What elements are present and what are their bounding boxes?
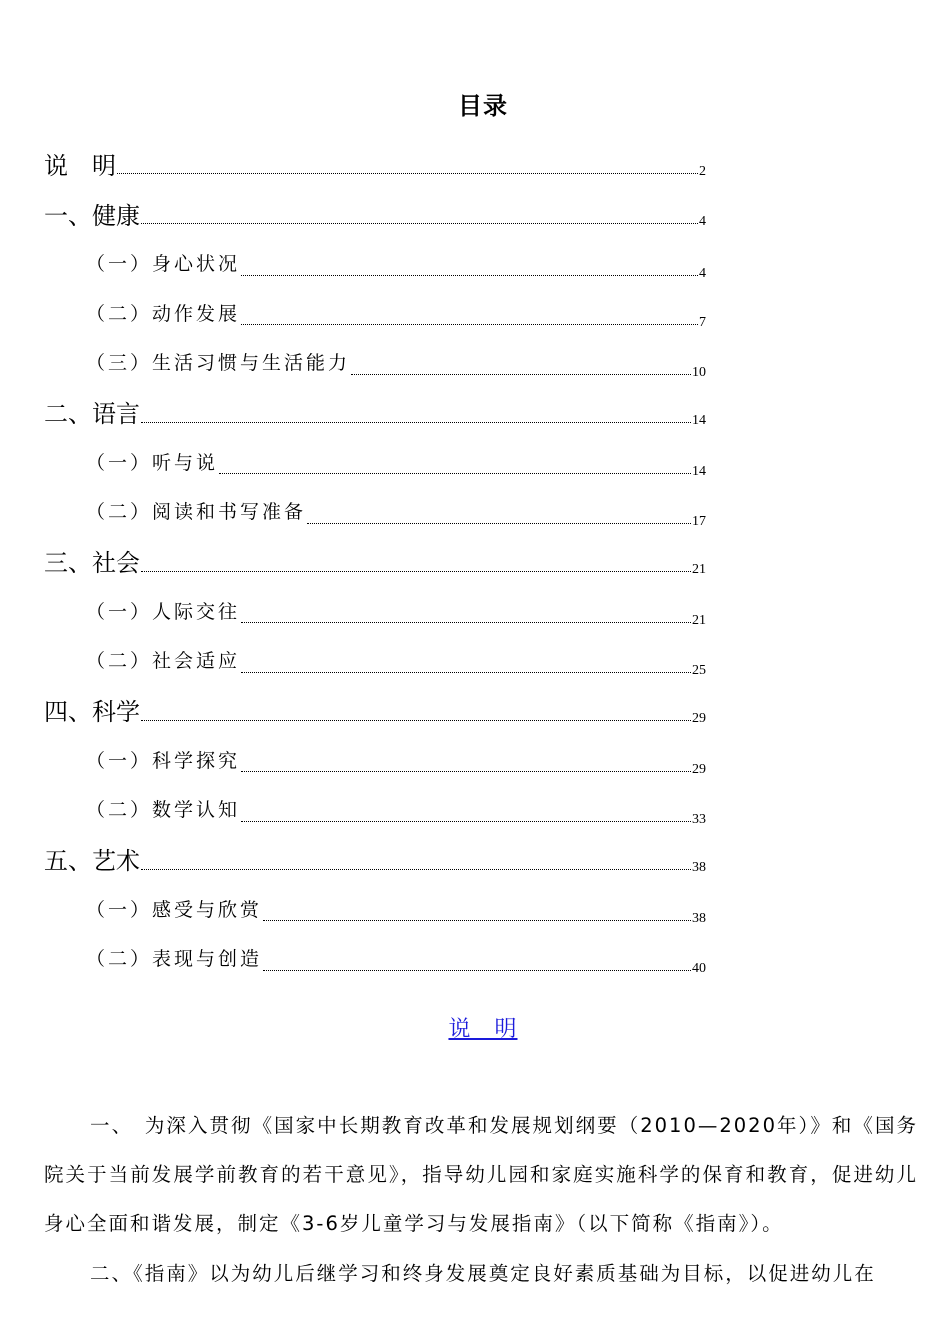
toc-entry-label: （一）听与说 (86, 451, 219, 474)
toc-entry-label: （一）科学探究 (86, 749, 241, 772)
toc-entry-label: （一）人际交往 (86, 600, 241, 623)
toc-subentry[interactable] (44, 735, 706, 785)
toc-entry-page: 29 (692, 710, 706, 726)
toc-entry-label: （二）动作发展 (86, 302, 241, 325)
paragraph-text: 一、 为深入贯彻《国家中长期教育改革和发展规划纲要（2010—2020年）》和《国务院关于当前发展学前教育的若干意见》，指导幼儿园和家庭实施科学的保育和教育，促进幼儿身心全面和谐发展，制定《3-6岁儿童学习与发展指南》（以下简称《指南》）。 (44, 1114, 918, 1235)
toc-entry-page: 14 (692, 412, 706, 428)
toc-entry-label: （二）表现与创造 (86, 948, 263, 971)
toc-subentry[interactable] (44, 437, 706, 487)
toc-subentry[interactable] (44, 586, 706, 636)
toc-entry-label: （一）身心状况 (86, 253, 241, 276)
toc-entry-page: 38 (692, 859, 706, 875)
toc-entry-label: （二）数学认知 (86, 799, 241, 822)
toc-entry-label: 四、科学 (44, 698, 140, 726)
toc-entry-label: （一）感受与欣赏 (86, 898, 263, 921)
toc-entry-page: 40 (692, 960, 706, 976)
toc-entry-page: 2 (699, 164, 706, 179)
toc-entry-label: 二、语言 (44, 400, 140, 428)
toc-leader-dots (241, 770, 691, 772)
toc-entry-page: 7 (699, 315, 706, 330)
toc-leader-dots (141, 719, 691, 721)
toc-subentry[interactable] (44, 784, 706, 834)
toc-leader-dots (241, 621, 691, 623)
toc-entry-page: 17 (692, 513, 706, 529)
toc-subentry[interactable] (44, 288, 706, 338)
toc-entry-label: （二）社会适应 (86, 650, 241, 673)
toc-entry[interactable] (44, 834, 706, 884)
toc-leader-dots (241, 820, 691, 822)
toc-entry-label: 说 明 (44, 151, 116, 180)
table-of-contents (44, 138, 706, 983)
toc-subentry[interactable] (44, 238, 706, 288)
toc-leader-dots (117, 172, 698, 174)
toc-subentry[interactable] (44, 486, 706, 536)
toc-entry-label: 三、社会 (44, 549, 140, 577)
body-paragraph (44, 1249, 918, 1298)
toc-entry-page: 38 (692, 911, 706, 926)
toc-entry-page: 29 (692, 762, 706, 777)
toc-entry-page: 33 (692, 811, 706, 827)
body-paragraph (44, 1101, 918, 1248)
toc-leader-dots (219, 472, 691, 474)
toc-subentry[interactable] (44, 884, 706, 934)
paragraph-text: 二、《指南》以为幼儿后继学习和终身发展奠定良好素质基础为目标，以促进幼儿在 (90, 1262, 876, 1285)
toc-entry-page: 21 (692, 613, 706, 628)
toc-leader-dots (351, 373, 691, 375)
toc-subentry[interactable] (44, 933, 706, 983)
toc-entry-page: 14 (692, 464, 706, 479)
toc-entry-page: 25 (692, 662, 706, 678)
toc-entry[interactable] (44, 138, 706, 188)
toc-entry[interactable] (44, 536, 706, 586)
toc-entry-page: 4 (699, 265, 706, 281)
toc-leader-dots (141, 570, 691, 572)
toc-entry-page: 21 (692, 561, 706, 577)
toc-entry[interactable] (44, 387, 706, 437)
toc-title: 目录 (458, 92, 508, 120)
toc-entry[interactable] (44, 685, 706, 735)
toc-leader-dots (141, 222, 698, 224)
section-heading-text: 说 明 (448, 1017, 518, 1042)
toc-entry-label: （二）阅读和书写准备 (86, 501, 307, 524)
toc-leader-dots (263, 919, 691, 921)
section-heading-link[interactable] (0, 1012, 950, 1043)
toc-leader-dots (241, 671, 691, 673)
toc-leader-dots (241, 274, 698, 276)
toc-subentry[interactable] (44, 635, 706, 685)
toc-entry-page: 4 (699, 214, 706, 229)
toc-leader-dots (141, 421, 691, 423)
toc-leader-dots (263, 969, 691, 971)
toc-leader-dots (307, 522, 691, 524)
toc-subentry[interactable] (44, 337, 706, 387)
toc-entry-page: 10 (692, 364, 706, 380)
toc-entry[interactable] (44, 188, 706, 238)
toc-entry-label: （三）生活习惯与生活能力 (86, 352, 351, 375)
toc-leader-dots (241, 323, 698, 325)
toc-leader-dots (141, 868, 691, 870)
toc-entry-label: 五、艺术 (44, 847, 140, 875)
toc-entry-label: 一、健康 (44, 201, 140, 230)
